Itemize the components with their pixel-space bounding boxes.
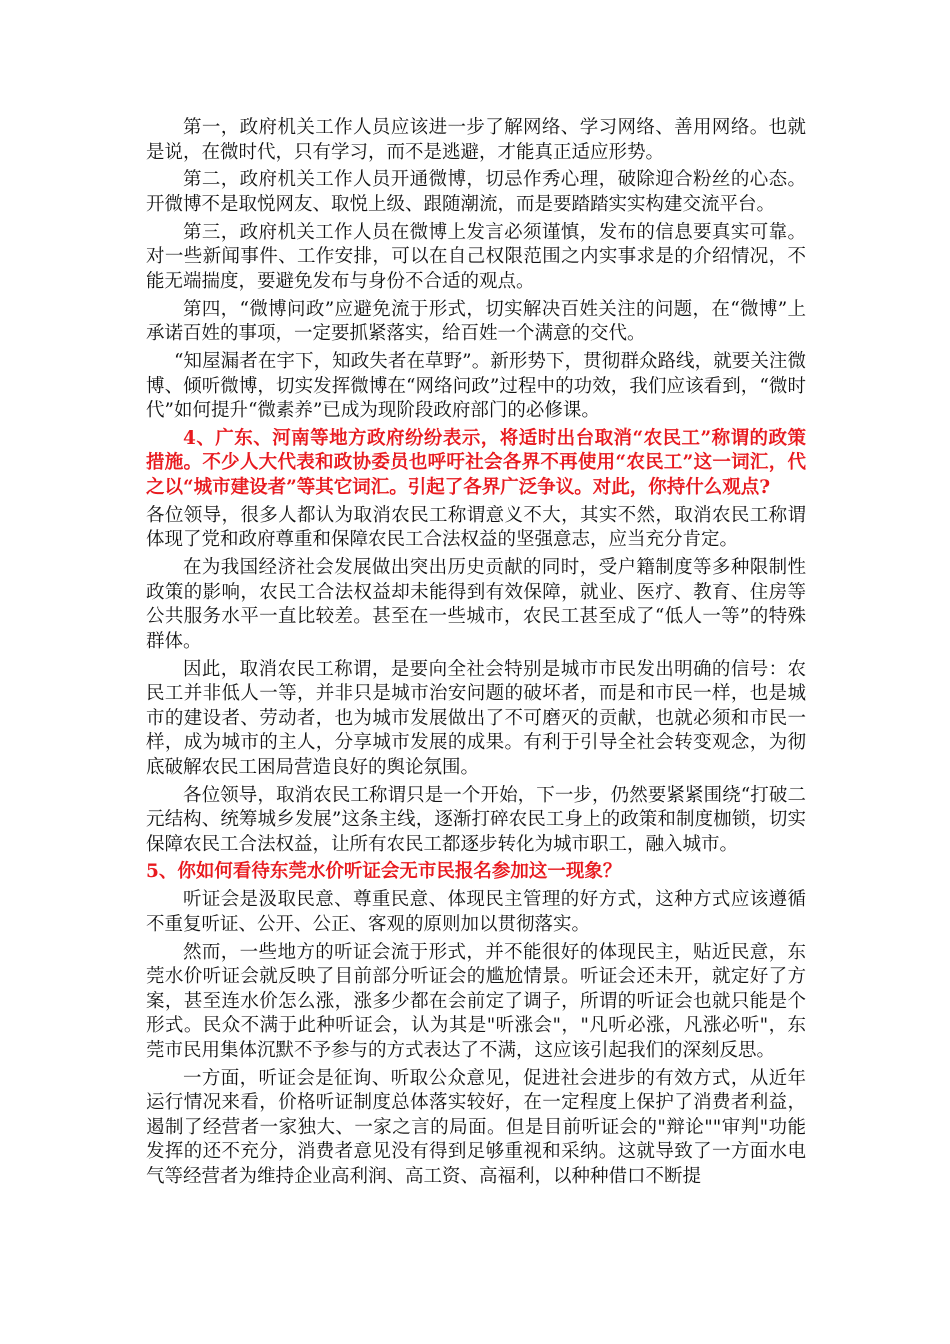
paragraph: 一方面，听证会是征询、听取公众意见，促进社会进步的有效方式，从近年运行情况来看，价格听证制度总体落实较好，在一定程度上保护了消费者利益，遏制了经营者一家独大、一家之言的局面。但是目前听证会的"辩论""审判"功能发挥的还不充分，消费者意见没有得到足够重视和采纳。这就导致了一方面水电气等经营者为维持企业高利润、高工资、高福利，以种种借口不断提 [146,1067,806,1187]
paragraph: 第一，政府机关工作人员应该进一步了解网络、学习网络、善用网络。也就是说，在微时代，只有学习，而不是逃避，才能真正适应形势。 [146,117,806,163]
paragraph: 第三，政府机关工作人员在微博上发言必须谨慎，发布的信息要真实可靠。对一些新闻事件、工作安排，可以在自己权限范围之内实事求是的介绍情况，不能无端揣度，要避免发布与身份不合适的观点。 [146,221,806,292]
answer-opening: 各位领导，很多人都认为取消农民工称谓意义不大，其实不然，取消农民工称谓体现了党和政府尊重和保障农民工合法权益的坚强意志，应当充分肯定。 [146,504,806,551]
question-heading: 5、你如何看待东莞水价听证会无市民报名参加这一现象？ [146,861,622,883]
paragraph: 然而，一些地方的听证会流于形式，并不能很好的体现民主，贴近民意，东莞水价听证会就反映了目前部分听证会的尴尬情景。听证会还未开，就定好了方案，甚至连水价怎么涨，涨多少都在会前定了调子，所谓的听证会也就只能是个形式。民众不满于此种听证会，认为其是"听涨会"，"凡听必涨，凡涨必听"，东莞市民用集体沉默不予参与的方式表达了不满，这应该引起我们的深刻反思。 [146,941,806,1061]
document-body [146,116,806,1192]
paragraph: “知屋漏者在宇下，知政失者在草野”。新形势下，贯彻群众路线，就要关注微博、倾听微博，切实发挥微博在“网络问政”过程中的功效，我们应该看到，“微时代”如何提升“微素养”已成为现阶段政府部门的必修课。 [146,351,806,422]
paragraph: 因此，取消农民工称谓，是要向全社会特别是城市市民发出明确的信号：农民工并非低人一等，并非只是城市治安问题的破坏者，而是和市民一样，也是城市的建设者、劳动者，也为城市发展做出了不可磨灭的贡献，也就必须和市民一样，成为城市的主人，分享城市发展的成果。有利于引导全社会转变观念，为彻底破解农民工困局营造良好的舆论氛围。 [146,658,806,778]
paragraph: 第四，“微博问政”应避免流于形式，切实解决百姓关注的问题，在“微博”上承诺百姓的事项，一定要抓紧落实，给百姓一个满意的交代。 [146,298,806,345]
paragraph: 第二，政府机关工作人员开通微博，切忌作秀心理，破除迎合粉丝的心态。开微博不是取悦网友、取悦上级、跟随潮流，而是要踏踏实实构建交流平台。 [146,169,806,215]
paragraph: 听证会是汲取民意、尊重民意、体现民主管理的好方式，这种方式应该遵循不重复听证、公开、公正、客观的原则加以贯彻落实。 [146,889,806,935]
paragraph: 在为我国经济社会发展做出突出历史贡献的同时，受户籍制度等多种限制性政策的影响，农民工合法权益却未能得到有效保障，就业、医疗、教育、住房等公共服务水平一直比较差。甚至在一些城市，农民工甚至成了“低人一等”的特殊群体。 [146,557,806,652]
paragraph: 各位领导，取消农民工称谓只是一个开始，下一步，仍然要紧紧围绕“打破二元结构、统筹城乡发展”这条主线，逐渐打碎农民工身上的政策和制度枷锁，切实保障农民工合法权益，让所有农民工都逐步转化为城市职工，融入城市。 [146,784,806,855]
question-heading: 4、广东、河南等地方政府纷纷表示，将适时出台取消“农民工”称谓的政策措施。不少人大代表和政协委员也呼吁社会各界不再使用“农民工”这一词汇，代之以“城市建设者”等其它词汇。引起了各界广泛争议。对此，你持什么观点? [146,427,806,498]
